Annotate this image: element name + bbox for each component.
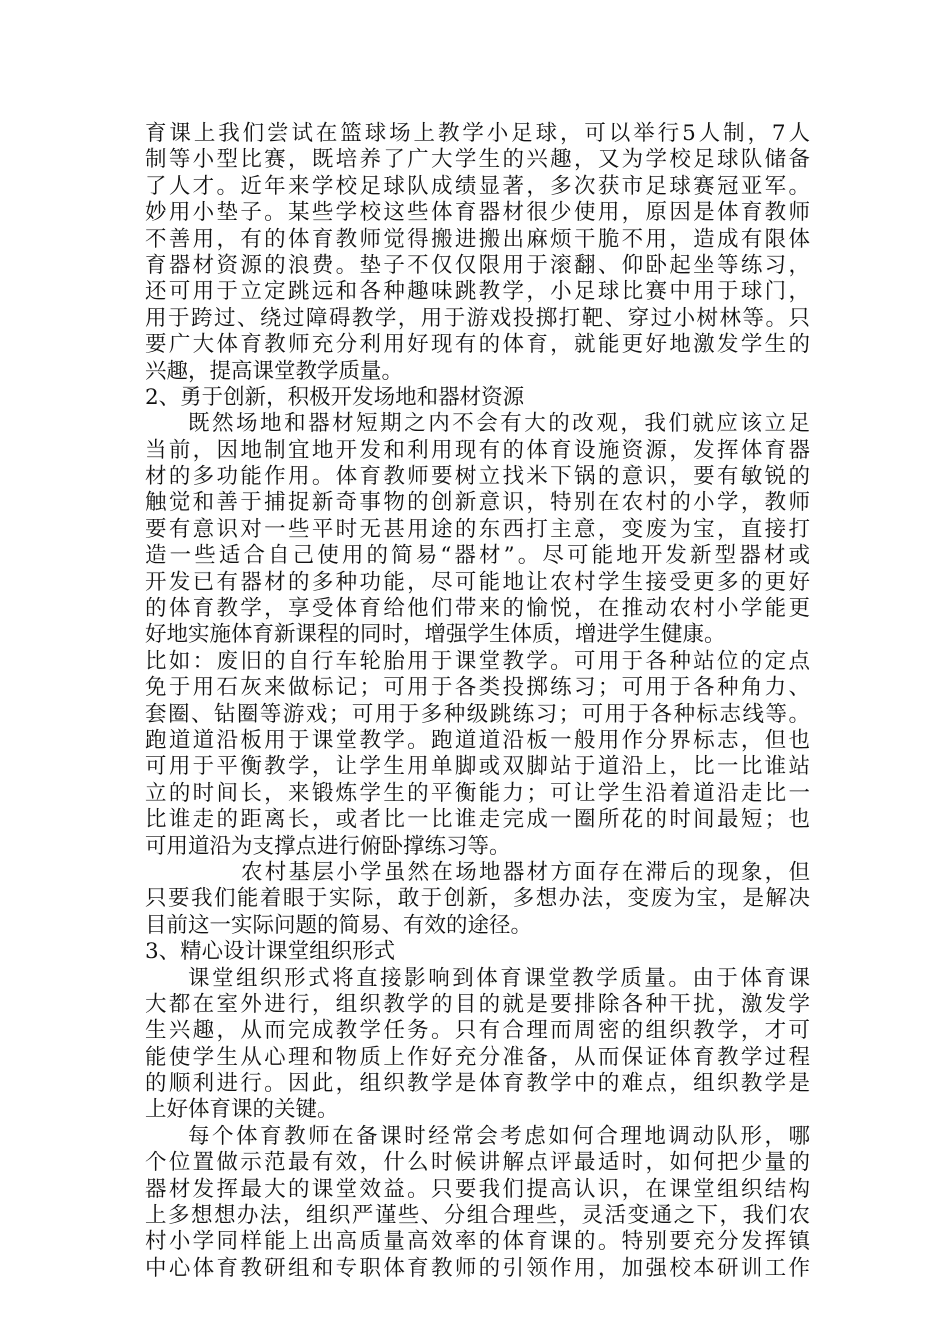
document-page: [145, 121, 810, 1282]
text-line: 中心体育教研组和专职体育教师的引领作用，加强校本研训工作: [145, 1255, 810, 1281]
text-line: 造一些适合自己使用的简易“器材”。尽可能地开发新型器材或: [145, 543, 810, 569]
text-line: 生兴趣，从而完成教学任务。只有合理而周密的组织教学，才可: [145, 1018, 810, 1044]
text-line: 要有意识对一些平时无甚用途的东西打主意，变废为宝，直接打: [145, 516, 810, 542]
text-line: 目前这一实际问题的简易、有效的途径。: [145, 912, 533, 938]
text-line: 要广大体育教师充分利用好现有的体育，就能更好地激发学生的: [145, 332, 810, 358]
text-line: 比如：废旧的自行车轮胎用于课堂教学。可用于各种站位的定点: [145, 648, 810, 674]
text-line: 用于跨过、绕过障碍教学，用于游戏投掷打靶、穿过小树林等。只: [145, 305, 810, 331]
text-line: 3、精心设计课堂组织形式: [145, 939, 396, 965]
text-line: 好地实施体育新课程的同时，增强学生体质，增进学生健康。: [145, 622, 726, 648]
text-line: 育器材资源的浪费。垫子不仅仅限用于滚翻、仰卧起坐等练习，: [145, 252, 810, 278]
text-line: 开发已有器材的多种功能，尽可能地让农村学生接受更多的更好: [145, 569, 810, 595]
text-line: 上多想想办法，组织严谨些、分组合理些，灵活变通之下，我们农: [145, 1203, 810, 1229]
text-line: 了人才。近年来学校足球队成绩显著，多次获市足球赛冠亚军。: [145, 173, 810, 199]
text-line: 套圈、钻圈等游戏；可用于多种级跳练习；可用于各种标志线等。: [145, 701, 810, 727]
text-line: 材的多功能作用。体育教师要树立找米下锅的意识，要有敏锐的: [145, 464, 810, 490]
text-line: 的体育教学，享受体育给他们带来的愉悦，在推动农村小学能更: [145, 596, 810, 622]
text-line: 器材发挥最大的课堂效益。只要我们提高认识，在课堂组织结构: [145, 1176, 810, 1202]
text-line: 2、勇于创新，积极开发场地和器材资源: [145, 384, 525, 410]
text-line: 免于用石灰来做标记；可用于各类投掷练习；可用于各种角力、: [145, 675, 810, 701]
text-line: 跑道道沿板用于课堂教学。跑道道沿板一般用作分界标志，但也: [145, 727, 810, 753]
text-line: 触觉和善于捕捉新奇事物的创新意识，特别在农村的小学，教师: [145, 490, 810, 516]
text-line: 比谁走的距离长，或者比一比谁走完成一圈所花的时间最短；也: [145, 807, 810, 833]
text-line: 农村基层小学虽然在场地器材方面存在滞后的现象，但: [241, 859, 810, 885]
text-line: 既然场地和器材短期之内不会有大的改观，我们就应该立足: [188, 411, 810, 437]
text-line: 只要我们能着眼于实际，敢于创新，多想办法，变废为宝，是解决: [145, 886, 810, 912]
text-line: 能使学生从心理和物质上作好充分准备，从而保证体育教学过程: [145, 1044, 810, 1070]
text-line: 不善用，有的体育教师觉得搬进搬出麻烦干脆不用，造成有限体: [145, 226, 810, 252]
text-line: 村小学同样能上出高质量高效率的体育课的。特别要充分发挥镇: [145, 1229, 810, 1255]
text-line: 兴趣，提高课堂教学质量。: [145, 358, 404, 384]
text-line: 制等小型比赛，既培养了广大学生的兴趣，又为学校足球队储备: [145, 147, 810, 173]
text-line: 立的时间长，来锻炼学生的平衡能力；可让学生沿着道沿走比一: [145, 780, 810, 806]
text-line: 当前，因地制宜地开发和利用现有的体育设施资源，发挥体育器: [145, 437, 810, 463]
text-line: 的顺利进行。因此，组织教学是体育教学中的难点，组织教学是: [145, 1071, 810, 1097]
text-line: 课堂组织形式将直接影响到体育课堂教学质量。由于体育课: [188, 965, 810, 991]
text-line: 大都在室外进行，组织教学的目的就是要排除各种干扰，激发学: [145, 991, 810, 1017]
text-line: 每个体育教师在备课时经常会考虑如何合理地调动队形，哪: [188, 1123, 810, 1149]
text-line: 妙用小垫子。某些学校这些体育器材很少使用，原因是体育教师: [145, 200, 810, 226]
text-line: 育课上我们尝试在篮球场上教学小足球，可以举行5人制，7人: [145, 121, 810, 146]
text-line: 上好体育课的关键。: [145, 1097, 339, 1123]
text-line: 个位置做示范最有效，什么时候讲解点评最适时，如何把少量的: [145, 1150, 810, 1176]
text-line: 可用道沿为支撑点进行俯卧撑练习等。: [145, 833, 511, 859]
text-line: 可用于平衡教学，让学生用单脚或双脚站于道沿上，比一比谁站: [145, 754, 810, 780]
text-line: 还可用于立定跳远和各种趣味跳教学，小足球比赛中用于球门，: [145, 279, 810, 305]
